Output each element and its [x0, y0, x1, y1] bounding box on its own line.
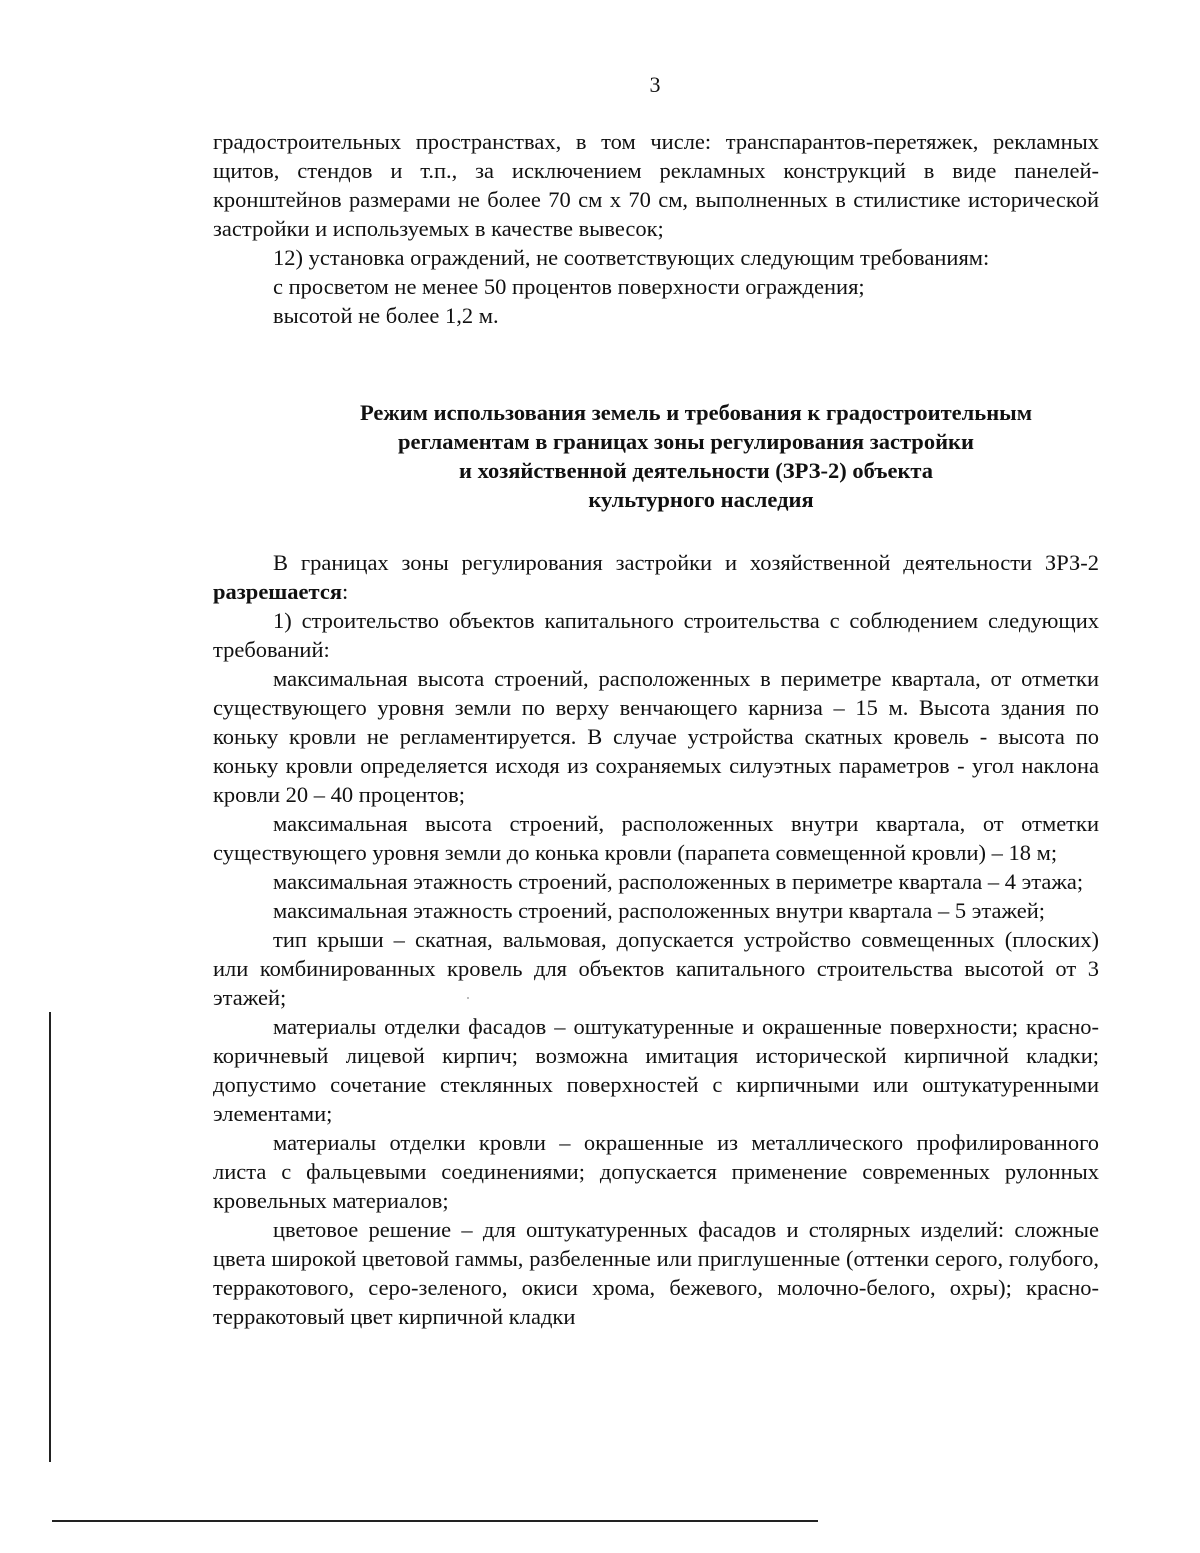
- item-12-requirement-2: высотой не более 1,2 м.: [273, 303, 499, 328]
- margin-scan-line: [49, 1012, 51, 1462]
- page-number: 3: [649, 72, 661, 97]
- section-heading-line-1: Режим использования земель и требования к градостроительным: [359, 400, 1033, 425]
- item-1: 1) строительство объектов капитального строительства с соблюдением следующих требований:: [213, 608, 1099, 662]
- zone-intro-bold: разрешается: [213, 579, 343, 604]
- requirement-paragraph: тип крыши – скатная, вальмовая, допускается устройство совмещенных (плоских) или комбинированных кровель для объектов капитального строительства высотой от 3 этажей;: [213, 927, 1099, 1010]
- requirement-paragraph: максимальная высота строений, расположенных внутри квартала, от отметки существующего уровня земли до конька кровли (парапета совмещенной кровли) – 18 м;: [213, 811, 1099, 865]
- requirement-paragraph: материалы отделки кровли – окрашенные из металлического профилированного листа с фальцевыми соединениями; допускается применение современных рулонных кровельных материалов;: [213, 1130, 1099, 1213]
- document-body: [213, 127, 1099, 1331]
- requirement-paragraph: максимальная этажность строений, расположенных внутри квартала – 5 этажей;: [273, 898, 1046, 923]
- section-heading-line-4: культурного наследия: [588, 487, 814, 512]
- footer-rule: [52, 1520, 818, 1522]
- section-heading-line-3: и хозяйственной деятельности (ЗРЗ-2) объекта: [458, 458, 933, 483]
- zone-intro-colon: :: [342, 579, 349, 604]
- item-12: 12) установка ограждений, не соответствующих следующим требованиям:: [273, 245, 990, 270]
- section-heading-line-2: регламентам в границах зоны регулирования застройки: [398, 429, 974, 454]
- intro-paragraph: градостроительных пространствах, в том числе: транспарантов-перетяжек, рекламных щитов, стендов и т.п., за исключением рекламных конструкций в виде панелей-кронштейнов размерами не более 70 см х 70 см, выполненных в стилистике исторической застройки и используемых в качестве вывесок;: [213, 129, 1099, 241]
- requirement-paragraph: максимальная высота строений, расположенных в периметре квартала, от отметки существующего уровня земли по верху венчающего карниза – 15 м. Высота здания по коньку кровли не регламентируется. В случае устройства скатных кровель - высота по коньку кровли определяется исходя из сохраняемых силуэтных параметров - угол наклона кровли 20 – 40 процентов;: [213, 666, 1099, 807]
- item-12-requirement-1: с просветом не менее 50 процентов поверхности ограждения;: [273, 274, 865, 299]
- zone-intro-text: В границах зоны регулирования застройки и хозяйственной деятельности ЗРЗ-2: [273, 550, 1099, 575]
- zone-intro-paragraph: [213, 548, 1099, 606]
- section-heading: [213, 398, 1099, 514]
- requirement-paragraph: цветовое решение – для оштукатуренных фасадов и столярных изделий: сложные цвета широкой цветовой гаммы, разбеленные или приглушенные (оттенки серого, голубого, терракотового, серо-зеленого, окиси хрома, бежевого, молочно-белого, охры); красно-терракотовый цвет кирпичной кладки: [213, 1217, 1099, 1329]
- requirement-paragraph: максимальная этажность строений, расположенных в периметре квартала – 4 этажа;: [273, 869, 1084, 894]
- requirement-paragraph: материалы отделки фасадов – оштукатуренные и окрашенные поверхности; красно-коричневый лицевой кирпич; возможна имитация исторической кирпичной кладки; допустимо сочетание стеклянных поверхностей с кирпичными или оштукатуренными элементами;: [213, 1014, 1099, 1126]
- scan-speck: [467, 997, 469, 999]
